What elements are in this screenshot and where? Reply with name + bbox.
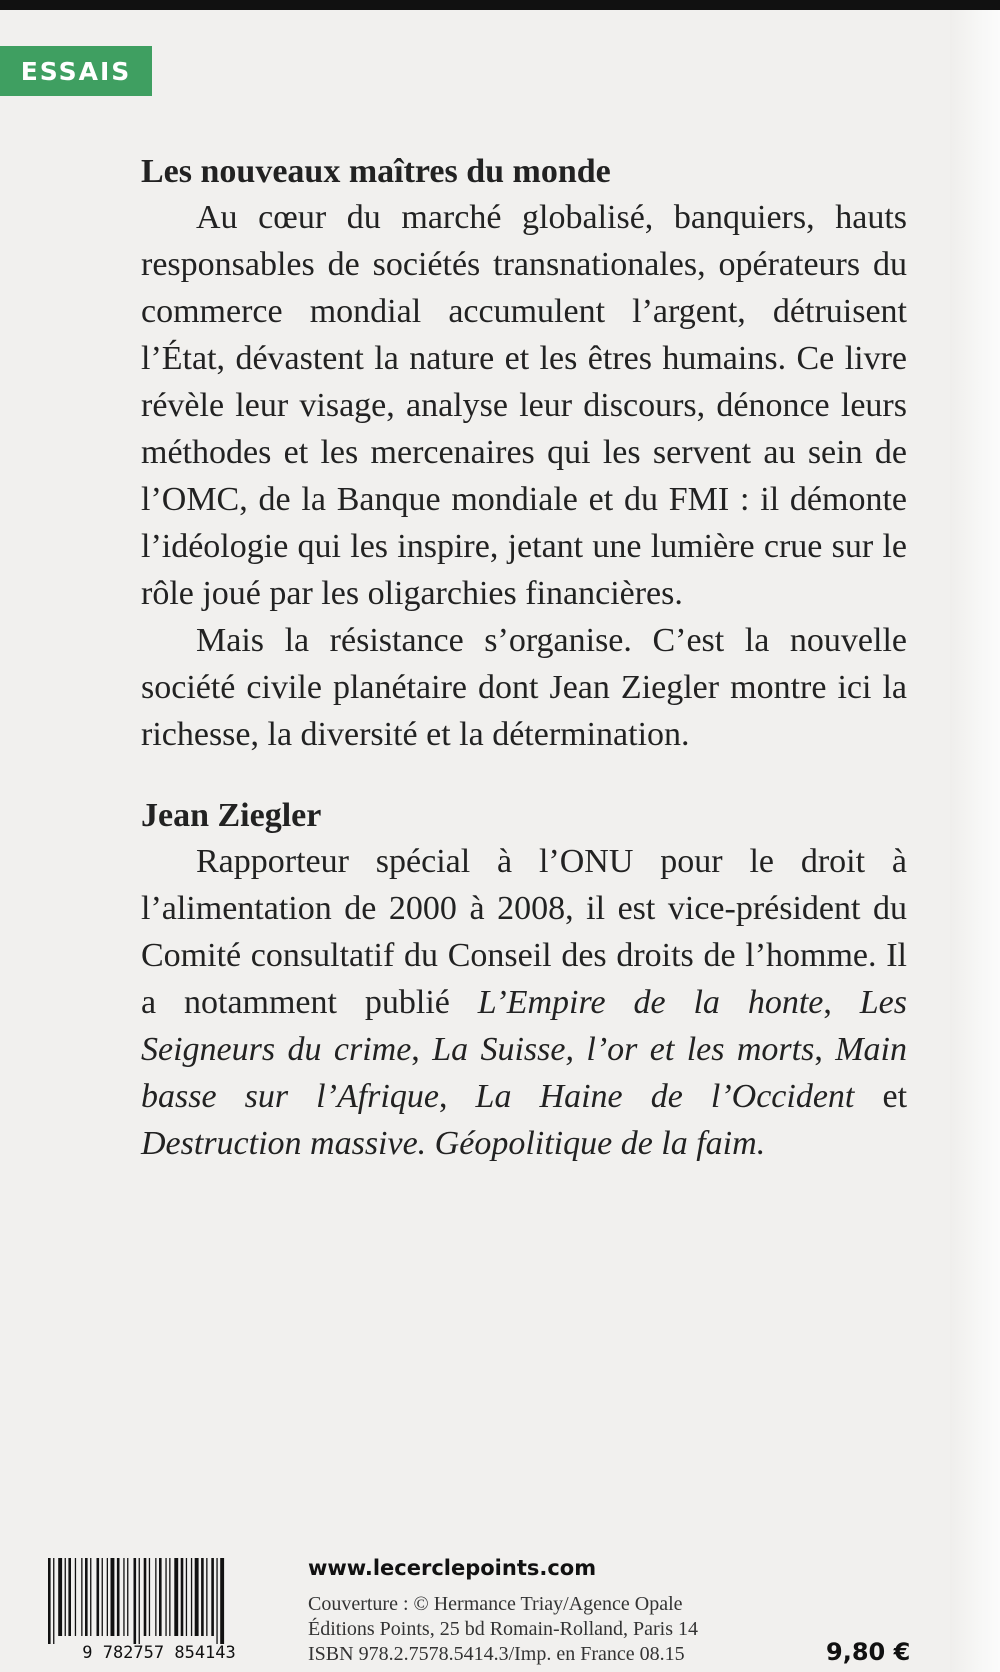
back-cover-footer xyxy=(30,1556,930,1666)
back-cover-text xyxy=(141,150,907,1167)
barcode-bar xyxy=(134,1558,137,1644)
summary-paragraph-1: Au cœur du marché globalisé, banquiers, hauts responsables de sociétés transnationales, opérateurs du commerce mondial accumulent l’argent, détruisent l’État, dévastent la nature et les êtres humains. Ce livre révèle leur visage, analyse leur discours, dénonce leurs méthodes et les mercenaires qui les servent au sein de l’OMC, de la Banque mondiale et du FMI : il démonte l’idéologie qui les inspire, jetant une lumière crue sur le rôle joué par les oligarchies financières. xyxy=(141,199,907,613)
separator: et xyxy=(854,1078,908,1116)
isbn-line: ISBN 978.2.7578.5414.3/Imp. en France 08.15 xyxy=(308,1643,685,1665)
separator: , xyxy=(823,984,860,1022)
barcode-bar xyxy=(201,1558,204,1636)
barcode-bar xyxy=(127,1558,128,1636)
barcode-bar xyxy=(165,1558,166,1636)
barcode-bar xyxy=(111,1558,115,1636)
author-bio-text: Rapporteur spécial à l’ONU pour le droit à l’alimentation de 2000 à 2008, il est vice-président du Comité consultatif du Conseil des droits de l’homme. Il a notamment publié xyxy=(141,843,907,1022)
publisher-website: www.lecerclepoints.com xyxy=(308,1556,597,1580)
book-reference: Main basse sur l’Afrique xyxy=(141,1031,907,1116)
collection-badge: ESSAIS xyxy=(0,46,152,96)
barcode-bar xyxy=(186,1558,187,1636)
final-period: . xyxy=(756,1125,766,1163)
barcode-bar xyxy=(195,1558,199,1636)
barcode-digits: 9 782757 854143 xyxy=(82,1643,236,1662)
barcode-bar xyxy=(191,1558,192,1636)
separator: , xyxy=(411,1031,433,1069)
barcode-bar xyxy=(68,1558,71,1636)
barcode-bar xyxy=(211,1558,214,1636)
page-edge-shadow xyxy=(950,10,1000,1672)
book-title: Les nouveaux maîtres du monde xyxy=(141,153,611,190)
barcode-bar xyxy=(58,1558,62,1636)
barcode-bar xyxy=(102,1558,103,1636)
barcode-bar xyxy=(117,1558,120,1636)
price: 9,80 € xyxy=(826,1638,911,1666)
barcode xyxy=(30,1556,288,1662)
barcode-bar xyxy=(65,1558,66,1636)
section-gap xyxy=(141,758,907,794)
book-reference: L’Empire de la honte xyxy=(477,984,824,1022)
separator: , xyxy=(438,1078,476,1116)
book-reference: Destruction massive. Géopolitique de la faim xyxy=(141,1125,757,1163)
book-reference: La Suisse, l’or et les morts xyxy=(432,1031,815,1069)
barcode-bar xyxy=(48,1558,51,1644)
barcode-bar xyxy=(139,1558,140,1644)
barcode-bar xyxy=(85,1558,88,1636)
barcode-bar xyxy=(155,1558,156,1636)
barcode-bar xyxy=(53,1558,54,1644)
barcode-bar xyxy=(81,1558,82,1636)
barcode-bar xyxy=(206,1558,207,1636)
barcode-bar xyxy=(169,1558,170,1636)
publisher-address: Éditions Points, 25 bd Romain-Rolland, Paris 14 xyxy=(308,1618,699,1640)
book-reference: La Haine de l’Occident xyxy=(475,1078,855,1116)
barcode-bar xyxy=(149,1558,150,1636)
barcode-bar xyxy=(159,1558,162,1636)
barcode-bar xyxy=(97,1558,100,1636)
barcode-bar xyxy=(75,1558,76,1636)
barcode-bar xyxy=(90,1558,91,1636)
summary-paragraph-2: Mais la résistance s’organise. C’est la nouvelle société civile planétaire dont Jean Ziegler montre ici la richesse, la diversité et la détermination. xyxy=(141,622,907,754)
book-reference: Les Seigneurs du crime xyxy=(141,984,907,1069)
separator: , xyxy=(814,1031,836,1069)
author-bio xyxy=(141,838,907,1167)
barcode-bar xyxy=(220,1558,224,1644)
top-edge xyxy=(0,0,1000,10)
barcode-bar xyxy=(123,1558,124,1636)
barcode-bar xyxy=(107,1558,108,1636)
barcode-bar xyxy=(181,1558,184,1636)
barcode-bar xyxy=(174,1558,178,1636)
cover-credit: Couverture : © Hermance Triay/Agence Opale xyxy=(308,1593,683,1615)
credits-block xyxy=(308,1592,698,1667)
barcode-bar xyxy=(216,1558,217,1644)
barcode-bar xyxy=(144,1558,147,1636)
author-name: Jean Ziegler xyxy=(141,797,322,835)
